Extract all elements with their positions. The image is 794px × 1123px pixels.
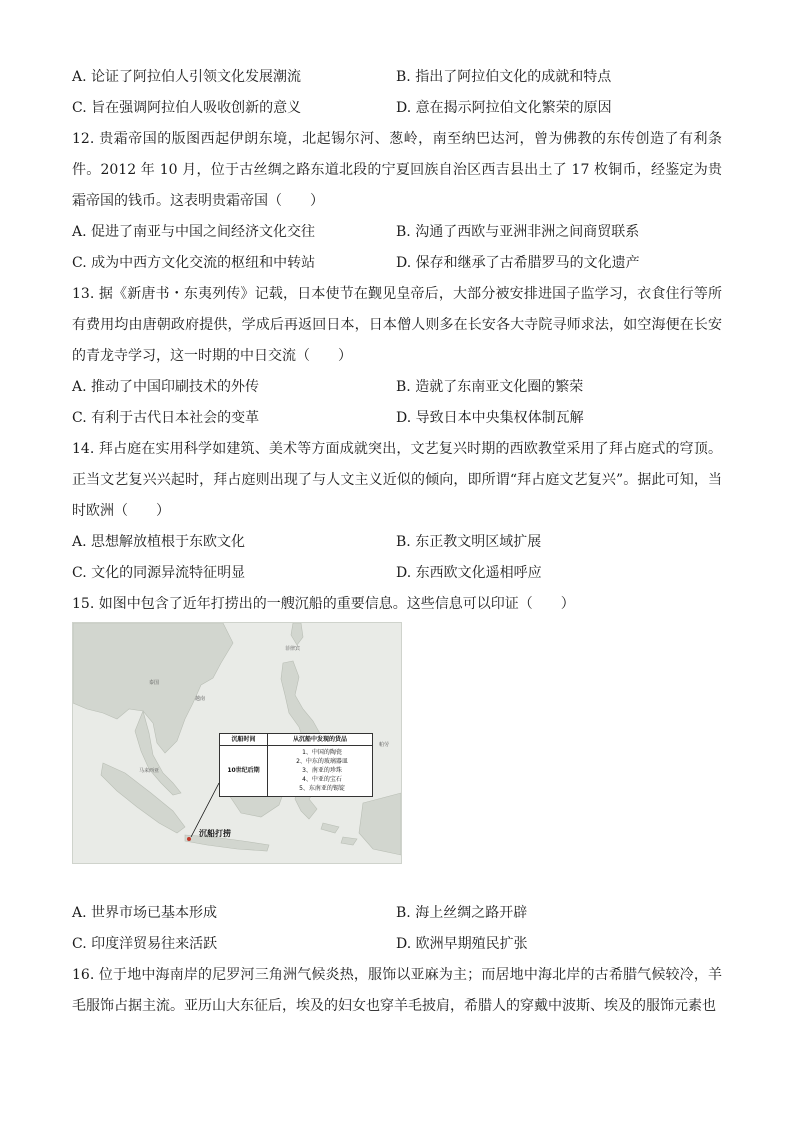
q14-options	[72, 527, 722, 589]
table-header-time: 沉船时间	[220, 734, 268, 746]
shipwreck-info-table	[219, 733, 373, 797]
exam-page	[72, 62, 722, 1022]
q13-option-b[interactable]: B. 造就了东南亚文化圈的繁荣	[396, 379, 584, 395]
shipwreck-map	[72, 622, 402, 864]
q12-option-a[interactable]: A. 促进了南亚与中国之间经济文化交往	[72, 224, 316, 240]
q12-option-c[interactable]: C. 成为中西方文化交流的枢纽和中转站	[72, 255, 316, 271]
q15-option-c[interactable]: C. 印度洋贸易往来活跃	[72, 936, 218, 952]
wreck-marker	[187, 837, 191, 841]
q15-option-d[interactable]: D. 欧洲早期殖民扩张	[396, 936, 528, 952]
goods-item: 1、中国的陶瓷	[302, 749, 342, 756]
q11-option-b[interactable]: B. 指出了阿拉伯文化的成就和特点	[396, 69, 612, 85]
q11-options	[72, 62, 722, 124]
place-label-vietnam: 越南	[195, 696, 206, 702]
q13-stem: 13. 据《新唐书・东夷列传》记载，日本使节在觐见皇帝后，大部分被安排进国子监学习，衣食住行等所有费用均由唐朝政府提供，学成后再返回日本，日本僧人则多在长安各大寺院寻师求法，如空海便在长安的青龙寺学习，这一时期的中日交流（ ）	[72, 286, 722, 364]
taiwan-island	[291, 623, 303, 645]
q13-option-d[interactable]: D. 导致日本中央集权体制瓦解	[396, 410, 584, 426]
q12-option-b[interactable]: B. 沟通了西欧与亚洲非洲之间商贸联系	[396, 224, 640, 240]
goods-item: 3、南亚的珍珠	[302, 767, 342, 774]
table-cell-time: 10世纪后期	[220, 746, 268, 796]
mainland-landmass	[73, 623, 233, 753]
table-cell-goods	[272, 748, 372, 793]
q14-stem: 14. 拜占庭在实用科学如建筑、美术等方面成就突出，文艺复兴时期的西欧教堂采用了拜占庭式的穹顶。正当文艺复兴兴起时，拜占庭则出现了与人文主义近似的倾向，即所谓“拜占庭文艺复兴”。据此可知，当时欧洲（ ）	[72, 441, 722, 519]
q14-option-b[interactable]: B. 东正教文明区域扩展	[396, 534, 542, 550]
table-header-goods: 从沉船中发现的货品	[268, 734, 372, 746]
new-guinea-landmass	[359, 793, 401, 855]
q14-option-a[interactable]: A. 思想解放植根于东欧文化	[72, 534, 246, 550]
goods-item: 4、中亚的宝石	[302, 776, 342, 783]
place-label-palau: 帕劳	[379, 742, 390, 748]
place-label-malaysia: 马来西亚	[139, 768, 160, 774]
q13-option-a[interactable]: A. 推动了中国印刷技术的外传	[72, 379, 260, 395]
q13-options	[72, 372, 722, 434]
q11-option-d[interactable]: D. 意在揭示阿拉伯文化繁荣的原因	[396, 100, 612, 116]
place-label-thailand: 泰国	[149, 680, 160, 686]
q16-stem: 16. 位于地中海南岸的尼罗河三角洲气候炎热，服饰以亚麻为主；而居地中海北岸的古希腊气候较冷，羊毛服饰占据主流。亚历山大东征后，埃及的妇女也穿羊毛披肩，希腊人的穿戴中波斯、埃及的服饰元素也	[72, 967, 722, 1014]
q12-option-d[interactable]: D. 保存和继承了古希腊罗马的文化遗产	[396, 255, 640, 271]
q12-options	[72, 217, 722, 279]
wreck-label: 沉船打捞	[199, 829, 231, 838]
goods-item: 5、东南亚的锡锭	[299, 785, 345, 792]
q15-options	[72, 898, 722, 960]
q11-option-a[interactable]: A. 论证了阿拉伯人引领文化发展潮流	[72, 69, 302, 85]
q15-option-b[interactable]: B. 海上丝绸之路开辟	[396, 905, 528, 921]
q14-option-c[interactable]: C. 文化的同源异流特征明显	[72, 565, 246, 581]
place-label-philippines: 菲律宾	[285, 646, 301, 652]
q13-option-c[interactable]: C. 有利于古代日本社会的变革	[72, 410, 260, 426]
small-islands	[321, 823, 357, 845]
goods-item: 2、中东的玻璃器皿	[296, 758, 348, 765]
q11-option-c[interactable]: C. 旨在强调阿拉伯人吸收创新的意义	[72, 100, 302, 116]
q14-option-d[interactable]: D. 东西欧文化遥相呼应	[396, 565, 542, 581]
q15-option-a[interactable]: A. 世界市场已基本形成	[72, 905, 218, 921]
q15-stem: 15. 如图中包含了近年打捞出的一艘沉船的重要信息。这些信息可以印证（ ）	[72, 596, 575, 612]
q12-stem: 12. 贵霜帝国的版图西起伊朗东境，北起锡尔河、葱岭，南至纳巴达河，曾为佛教的东传创造了有利条件。2012 年 10 月，位于古丝绸之路东道北段的宁夏回族自治区西吉县出土了 17 枚铜币，经鉴定为贵霜帝国的钱币。这表明贵霜帝国（ ）	[72, 131, 722, 209]
